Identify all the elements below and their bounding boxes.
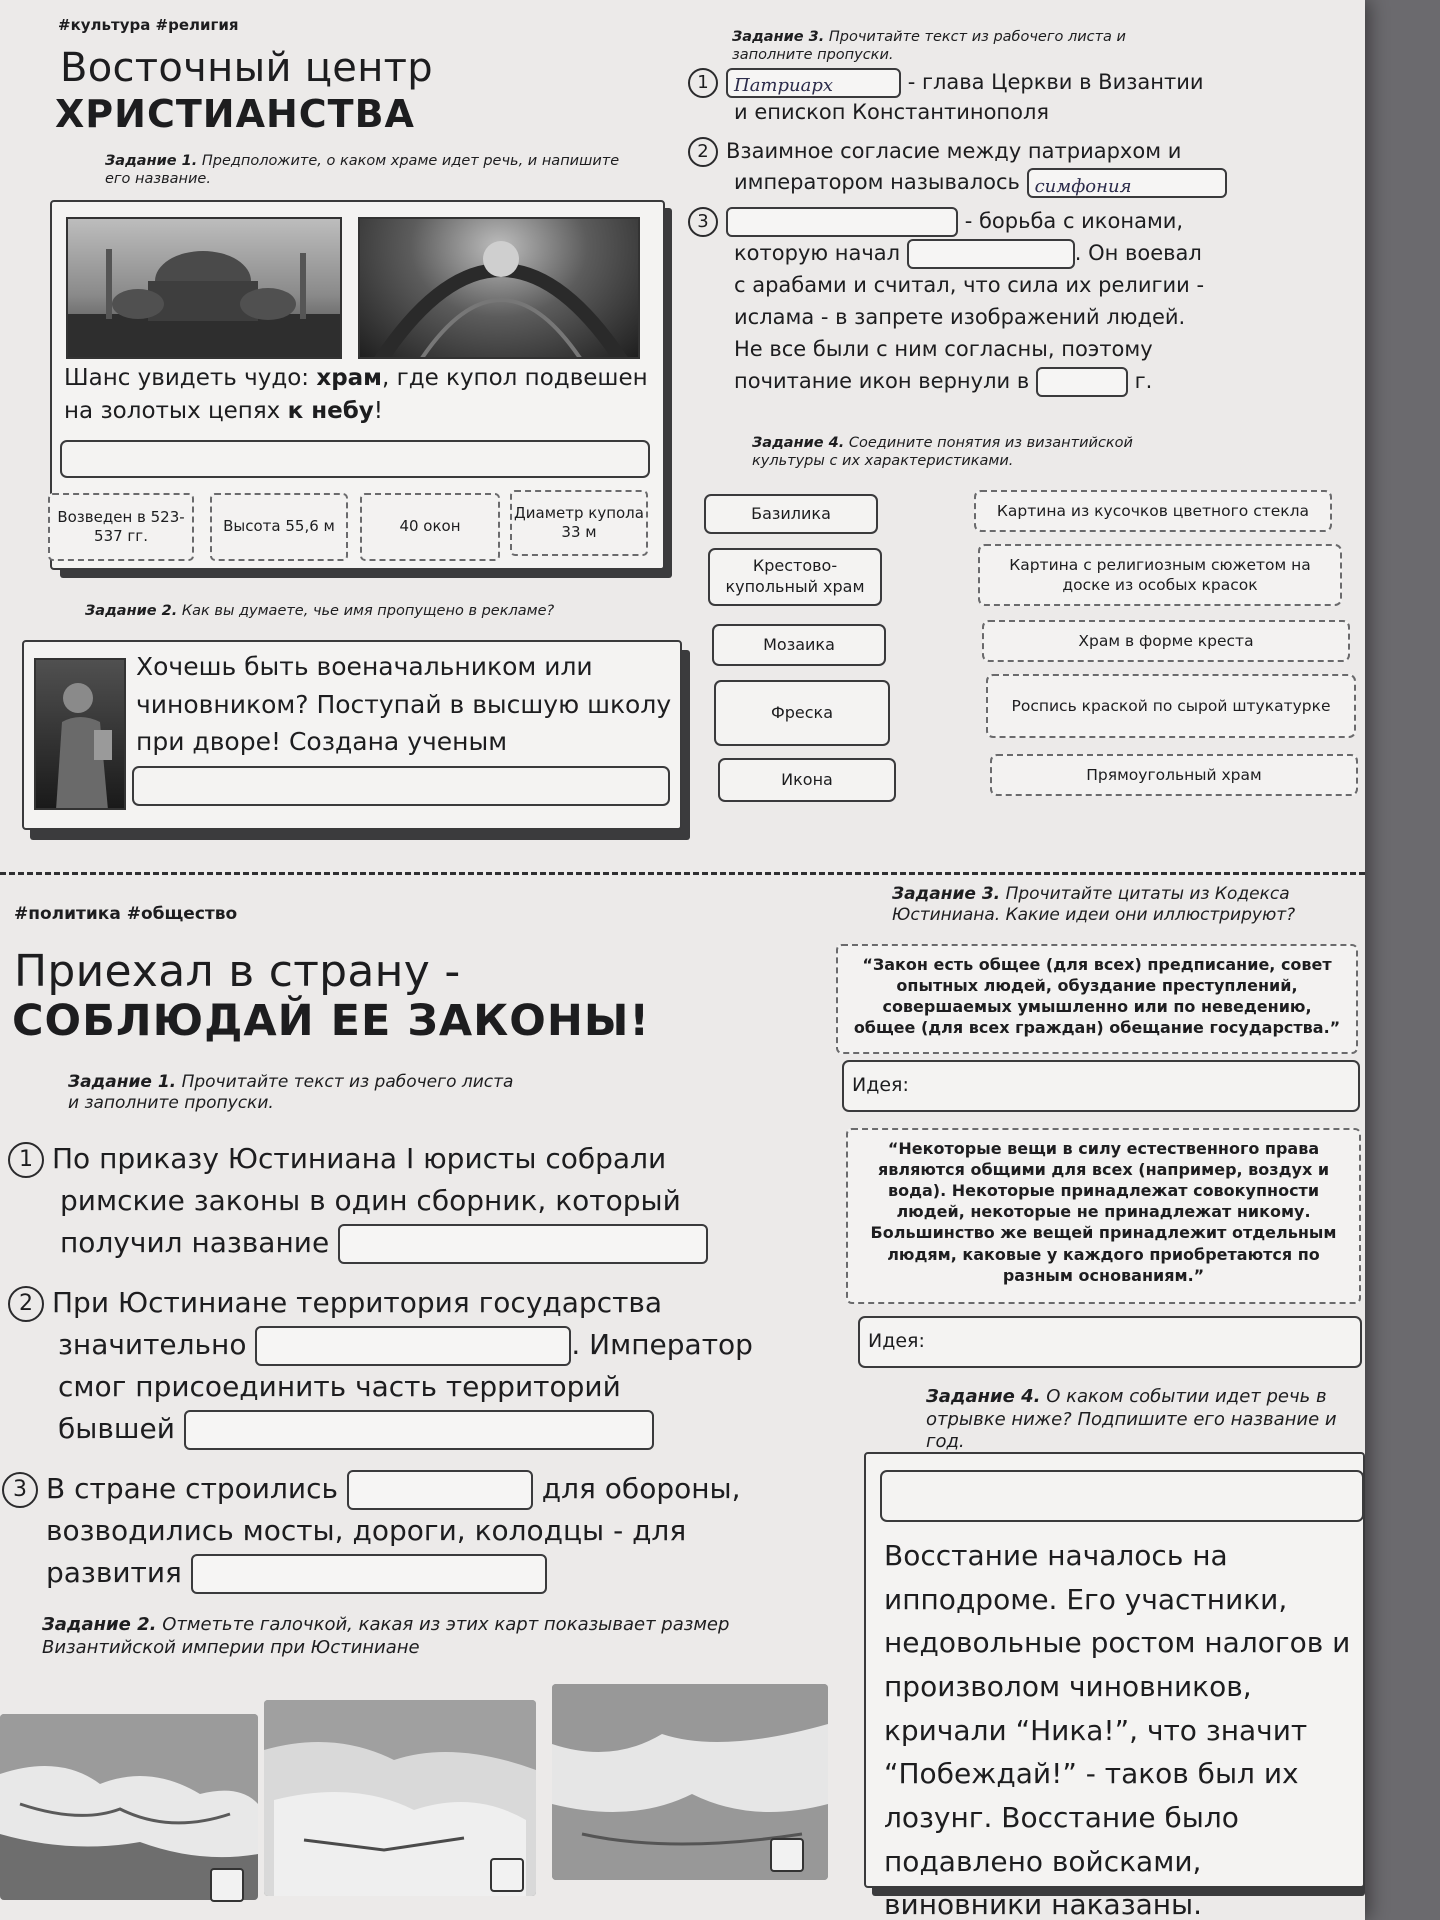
task3-item1: 1 Патриарх - глава Церкви в Византии и епископ Константинополя	[688, 68, 1348, 126]
fact-dome-diameter: Диаметр купола 33 м	[510, 490, 648, 556]
top-task2-prompt: Задание 2. Как вы думаете, чье имя пропущено в рекламе?	[85, 603, 555, 619]
event-name-year-input[interactable]	[880, 1470, 1364, 1522]
circled-number-1-icon: 1	[688, 68, 718, 98]
bottom-task4-prompt: Задание 4. О каком событии идет речь в отрывке ниже? Подпишите его название и год.	[926, 1386, 1337, 1452]
idea-label-1: Идея:	[852, 1074, 909, 1096]
hagia-sophia-dome-photo	[358, 217, 640, 359]
top-title-light: Восточный центр	[60, 45, 433, 91]
circled-number-3-icon: 3	[688, 207, 718, 237]
code-name-input[interactable]	[338, 1224, 708, 1264]
fact-windows: 40 окон	[360, 493, 500, 561]
bottom-title-light: Приехал в страну -	[14, 946, 461, 997]
idea-answer-field-1[interactable]	[842, 1060, 1360, 1112]
top-task4-prompt: Задание 4. Соедините понятия из византийской культуры с их характеристиками.	[752, 435, 1133, 470]
fortresses-input[interactable]	[347, 1470, 533, 1510]
map1-checkbox[interactable]	[210, 1868, 244, 1902]
bottom-task1-item2: 2 При Юстиниане территория государства значительно . Император смог присоединить часть территорий бывшей	[8, 1282, 808, 1450]
hagia-sophia-exterior-photo	[66, 217, 342, 359]
emperor-name-input[interactable]	[907, 239, 1075, 269]
circled-number-1-icon: 1	[8, 1142, 44, 1178]
event-description: Восстание началось на ипподроме. Его участники, недовольные ростом налогов и произволом чиновников, кричали “Ника!”, что значит “Побеждай!” - таков был их лозунг. Восстание было подавлено войсками, виновники наказаны.	[884, 1539, 1351, 1920]
patriarch-input[interactable]: Патриарх	[726, 68, 901, 98]
scholar-portrait	[34, 658, 126, 810]
definition-basilica[interactable]: Прямоугольный храм	[990, 754, 1358, 796]
circled-number-2-icon: 2	[688, 137, 718, 167]
temple-answer-input[interactable]	[60, 440, 650, 478]
idea-label-2: Идея:	[868, 1330, 925, 1352]
term-mosaic[interactable]: Мозаика	[712, 624, 886, 666]
bottom-title-bold: СОБЛЮДАЙ ЕЕ ЗАКОНЫ!	[12, 996, 651, 1046]
bottom-task3-prompt: Задание 3. Прочитайте цитаты из Кодекса Юстиниана. Какие идеи они иллюстрируют?	[892, 884, 1296, 926]
ad-card-temple	[50, 200, 665, 570]
bottom-task1-item1: 1 По приказу Юстиниана I юристы собрали римские законы в один сборник, который получил название	[8, 1138, 768, 1264]
top-task1-prompt: Задание 1. Предположите, о каком храме идет речь, и напишите его название.	[105, 153, 620, 188]
definition-mosaic[interactable]: Картина из кусочков цветного стекла	[974, 490, 1332, 532]
top-title-bold: ХРИСТИАНСТВА	[55, 92, 415, 136]
bottom-task1-item3: 3 В стране строились для обороны, возводились мосты, дороги, колодцы - для развития	[2, 1468, 802, 1594]
event-card	[864, 1452, 1365, 1920]
iconoclasm-input[interactable]	[726, 207, 958, 237]
term-cross-domed-church[interactable]: Крестово-купольный храм	[708, 548, 882, 606]
ad-temple-text: Шанс увидеть чудо: храм, где купол подвешен на золотых цепях к небу!	[64, 365, 648, 424]
bottom-hashtags: #политика #общество	[14, 904, 238, 924]
task3-item3: 3 - борьба с иконами, которую начал . Он воевал с арабами и считал, что сила их религии - ислама - в запрете изображений людей. Не все были с ним согласны, поэтому почитание икон вернули в г.	[688, 206, 1348, 397]
task3-item2: 2 Взаимное согласие между патриархом и императором называлось симфония	[688, 136, 1348, 198]
map2-checkbox[interactable]	[490, 1858, 524, 1892]
idea-answer-field-2[interactable]	[858, 1316, 1362, 1368]
term-basilica[interactable]: Базилика	[704, 494, 878, 534]
ad-card-school	[22, 640, 682, 830]
codex-quote-2: “Некоторые вещи в силу естественного права являются общими для всех (например, воздух и вода). Некоторые принадлежат совокупности людей, некоторые не принадлежат никому. Большинство же вещей принадлежит отдельным людям, каковые у каждого приобретаются по разным основаниям.”	[846, 1128, 1361, 1304]
bottom-task1-prompt: Задание 1. Прочитайте текст из рабочего листа и заполните пропуски.	[68, 1072, 514, 1114]
icon-restoration-year-input[interactable]	[1036, 367, 1128, 397]
circled-number-3-icon: 3	[2, 1472, 38, 1508]
cut-line-divider	[0, 872, 1365, 875]
former-empire-input[interactable]	[184, 1410, 654, 1450]
term-fresco[interactable]: Фреска	[714, 680, 890, 746]
school-ad-text: Хочешь быть военачальником или чиновником? Поступай в высшую школу при дворе! Создана ученым	[136, 652, 672, 756]
territory-change-input[interactable]	[255, 1326, 571, 1366]
top-hashtags: #культура #религия	[58, 16, 239, 34]
fact-built: Возведен в 523-537 гг.	[48, 493, 194, 561]
codex-quote-1: “Закон есть общее (для всех) предписание, совет опытных людей, обуздание преступлений, совершаемых умышленно или по неведению, общее (для всех граждан) обещание государства.”	[836, 944, 1358, 1054]
scientist-name-input[interactable]	[132, 766, 670, 806]
top-task3-prompt: Задание 3. Прочитайте текст из рабочего листа и заполните пропуски.	[732, 29, 1126, 64]
circled-number-2-icon: 2	[8, 1286, 44, 1322]
term-icon[interactable]: Икона	[718, 758, 896, 802]
definition-fresco[interactable]: Роспись краской по сырой штукатурке	[986, 674, 1356, 738]
bottom-task2-prompt: Задание 2. Отметьте галочкой, какая из этих карт показывает размер Византийской империи при Юстиниане	[42, 1614, 730, 1658]
trade-input[interactable]	[191, 1554, 547, 1594]
fact-height: Высота 55,6 м	[210, 493, 348, 561]
definition-cross-domed[interactable]: Храм в форме креста	[982, 620, 1350, 662]
definition-icon[interactable]: Картина с религиозным сюжетом на доске из особых красок	[978, 544, 1342, 606]
map3-checkbox[interactable]	[770, 1838, 804, 1872]
symphony-input[interactable]: симфония	[1027, 168, 1227, 198]
